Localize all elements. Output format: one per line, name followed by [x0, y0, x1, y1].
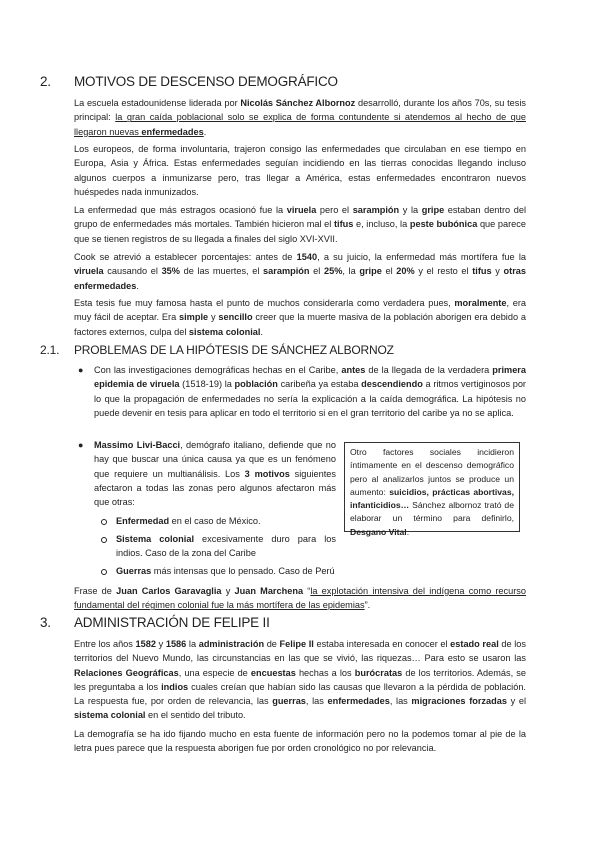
- section-heading-3: [40, 615, 270, 630]
- bullet-dot-icon: ●: [78, 365, 84, 375]
- paragraph-frase-garavaglia: Frase de Juan Carlos Garavaglia y Juan Marchena “la explotación intensiva del indígena como recurso fundamental del régimen colonial fue la más mortífera de las epidemias”.: [74, 586, 527, 611]
- section-heading-2-1: [40, 343, 394, 357]
- circle-bullet-icon: [101, 569, 107, 575]
- paragraph-europeos: Los europeos, de forma involuntaria, trajeron consigo las enfermedades que circulaban en ese tiempo en Europa, Asia y África. Estas enfermedades seguían incidiendo en las tierras conocidas llegando incluso algunos cuerpos a inmunizarse pero, tras llegar a América, estas enfermedades encontraron nuevos huéspedes nada inmunizados.: [74, 144, 526, 197]
- bullet-livi-bacci: Massimo Livi-Bacci, demógrafo italiano, defiende que no hay que buscar una única causa ya que es un fenómeno que requiere un multianálisis. Los 3 motivos siguientes afectaron a todas las zonas pero algunos afectaron más que otras:: [94, 440, 336, 508]
- paragraph-enfermedad-estragos: La enfermedad que más estragos ocasionó fue la viruela pero el sarampión y la gripe estaban dentro del grupo de enfermedades más mortales. También hicieron mal el tifus e, incluso, la peste bubónica que parece que se tienen registros de su llegada a finales del siglo XVI-XVII.: [74, 205, 527, 244]
- section-title: PROBLEMAS DE LA HIPÓTESIS DE SÁNCHEZ ALBORNOZ: [74, 343, 394, 357]
- note-box-desgano-vital: Otro factores sociales incidieron íntimamente en el descenso demográfico pero al analizarlos juntos se produce un aumento: suicidios, prácticas abortivas, infanticidios… Sánchez albornoz trató de elaborar un término para definirlo, Desgano Vital.: [344, 442, 520, 532]
- bullet-caribe: Con las investigaciones demográficas hechas en el Caribe, antes de la llegada de la verdadera primera epidemia de viruela (1518-19) la población caribeña ya estaba descendiendo a ritmos vertiginosos por lo que la propagación de enfermedades no sería la explicación a la caída demográfica. La hipótesis no puede devenir en tesis para aplicar en todo el territorio si en el gran territorio del caribe ya no se aplica.: [94, 365, 526, 418]
- paragraph-demografia-fuente: La demografía se ha ido fijando mucho en esta fuente de información pero no la podemos tomar al pie de la letra pues parece que la respuesta aborigen fue por orden cronológico no por relevancia.: [74, 729, 526, 754]
- section-number: 2.: [40, 74, 51, 89]
- circle-bullet-icon: [101, 537, 107, 543]
- sub-bullet-guerras: Guerras más intensas que lo pensado. Caso de Perú: [116, 566, 335, 576]
- section-number: 3.: [40, 615, 51, 630]
- section-number: 2.1.: [40, 343, 60, 357]
- bullet-dot-icon: ●: [78, 440, 84, 450]
- paragraph-cook-porcentajes: Cook se atrevió a establecer porcentajes: antes de 1540, a su juicio, la enfermedad más mortífera fue la viruela causando el 35% de las muertes, el sarampión el 25%, la gripe el 20% y el resto el tifus y otras enfermedades.: [74, 252, 526, 291]
- section-title: MOTIVOS DE DESCENSO DEMOGRÁFICO: [74, 74, 338, 89]
- sub-bullet-sistema-colonial: Sistema colonial excesivamente duro para los indios. Caso de la zona del Caribe: [116, 534, 336, 559]
- paragraph-felipe-ii: Entre los años 1582 y 1586 la administración de Felipe II estaba interesada en conocer el estado real de los territorios del Nuevo Mundo, las circunstancias en las que se vivió, las riquezas… Para esto se usaron las Relaciones Geográficas, una especie de encuestas hechas a los burócratas de los territorios. Además, se les preguntaba a los indios cuales creían que habían sido las causas que llevaron a la pérdida de población. La respuesta fue, por orden de relevancia, las guerras, las enfermedades, las migraciones forzadas y el sistema colonial en el sentido del tributo.: [74, 639, 527, 721]
- section-title: ADMINISTRACIÓN DE FELIPE II: [74, 615, 270, 630]
- circle-bullet-icon: [101, 519, 107, 525]
- paragraph-tesis-famosa: Esta tesis fue muy famosa hasta el punto de muchos considerarla como verdadera pues, moralmente, era muy fácil de aceptar. Era simple y sencillo creer que la muerte masiva de la población aborigen era debido a factores externos, culpa del sistema colonial.: [74, 298, 526, 337]
- section-heading-2: [40, 74, 338, 89]
- sub-bullet-enfermedad: Enfermedad en el caso de México.: [116, 516, 261, 526]
- paragraph-sanchez-albornoz: La escuela estadounidense liderada por Nicolás Sánchez Albornoz desarrolló, durante los años 70s, su tesis principal: la gran caída poblacional solo se explica de forma contundente si atendemos al hecho de que llegaron nuevas enfermedades.: [74, 98, 526, 137]
